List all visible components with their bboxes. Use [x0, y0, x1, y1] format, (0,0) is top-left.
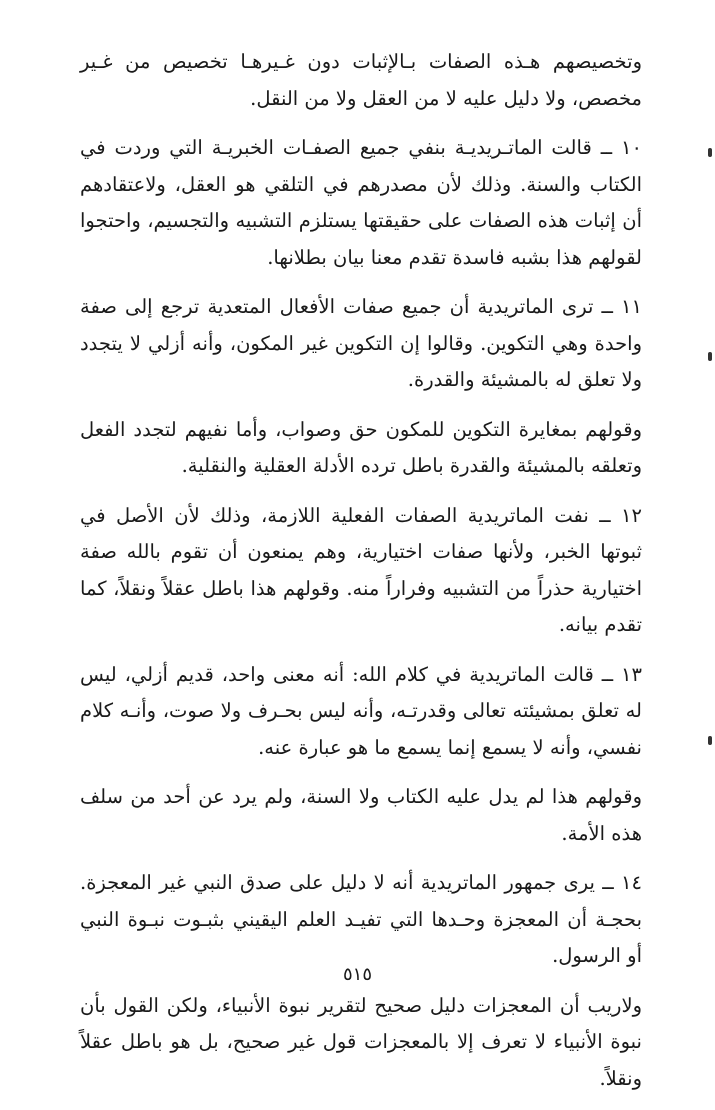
paragraph-12: ١٢ ــ نفت الماتريدية الصفات الفعلية اللازمة، وذلك لأن الأصل في ثبوتها الخبر، ولأنها صفات اختيارية، وهم يمنعون أن تقوم بالله صفة اختيارية حذراً من التشبيه وفراراً منه. وقولهم هذا باطل عقلاً ونقلاً، كما تقدم بيانه.: [80, 503, 642, 636]
paragraph-13-comment: وقولهم هذا لم يدل عليه الكتاب ولا السنة، ولم يرد عن أحد من سلف هذه الأمة.: [80, 785, 642, 845]
paragraph-10: ١٠ ــ قالت الماتـريديـة بنفي جميع الصفـات الخبريـة التي وردت في الكتاب والسنة. وذلك لأن مصدرهم في التلقي هو العقل، ولاعتقادهم أن إثبات هذه الصفات على حقيقتها يستلزم التشبيه والتجسيم، واحتجوا لقولهم هذا بشبه فاسدة تقدم معنا بيان بطلانها.: [80, 136, 642, 269]
paragraph-14-comment: ولاريب أن المعجزات دليل صحيح لتقرير نبوة الأنبياء، ولكن القول بأن نبوة الأنبياء لا تعرف إلا بالمعجزات قول غير صحيح، بل هو باطل عقلاً ونقلاً.: [80, 993, 642, 1090]
paragraph-intro: وتخصيصهم هـذه الصفات بـالإثبات دون غـيرهـا تخصيص من غـير مخصص، ولا دليل عليه لا من العقل ولا من النقل.: [80, 50, 642, 110]
margin-mark: [708, 352, 712, 361]
paragraph-14: ١٤ ــ يرى جمهور الماتريدية أنه لا دليل على صدق النبي غير المعجزة. بحجـة أن المعجزة وحـدها التي تفيـد العلم اليقيني بثبـوت نبـوة النبي أو الرسول.: [80, 871, 642, 967]
margin-mark: [708, 736, 712, 745]
paragraph-13: ١٣ ــ قالت الماتريدية في كلام الله: أنه معنى واحد، قديم أزلي، ليس له تعلق بمشيئته تعالى وقدرتـه، وأنه ليس بحـرف ولا صوت، وأنـه كلام نفسي، وأنه لا يسمع إنما يسمع ما هو عبارة عنه.: [80, 662, 642, 759]
margin-mark: [708, 148, 712, 157]
paragraph-11: ١١ ــ ترى الماتريدية أن جميع صفات الأفعال المتعدية ترجع إلى صفة واحدة وهي التكوين. وقالوا إن التكوين غير المكون، وأنه أزلي لا يتجدد ولا تعلق له بالمشيئة والقدرة.: [80, 295, 642, 391]
page-number: ٥١٥: [342, 964, 372, 985]
page-body: [80, 44, 642, 1110]
paragraph-11-comment: وقولهم بمغايرة التكوين للمكون حق وصواب، وأما نفيهم لتجدد الفعل وتعلقه بالمشيئة والقدرة باطل ترده الأدلة العقلية والنقلية.: [80, 417, 642, 477]
